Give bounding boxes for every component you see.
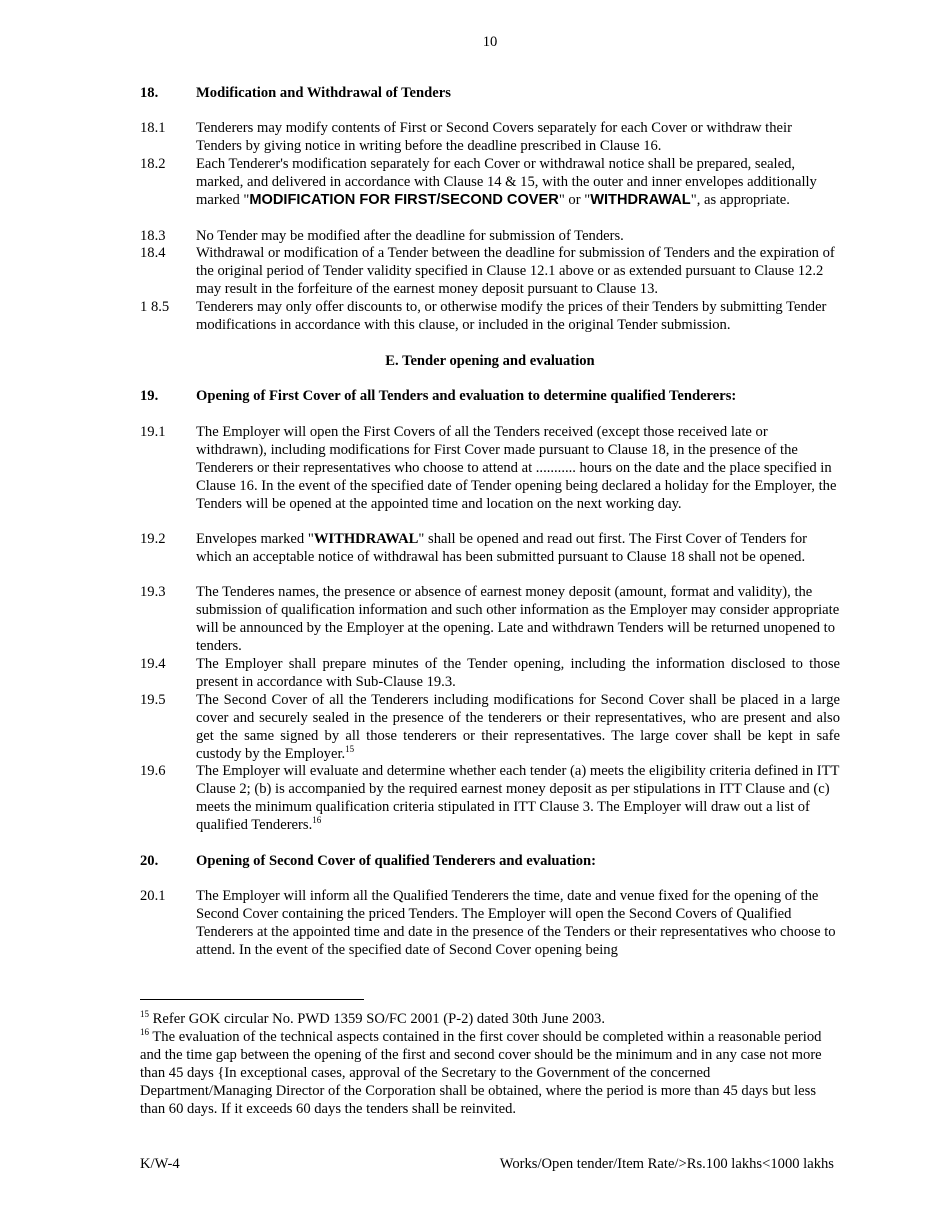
clause-19-5	[140, 692, 840, 764]
clause-19-1	[140, 424, 840, 514]
footnote-ref-16: 16	[312, 814, 322, 825]
clause-text: Withdrawal or modification of a Tender between the deadline for submission of Tenders and the expiration of the original period of Tender validity specified in Clause 12.1 above or as extended pursuant to Clause 12.2 may result in the forfeiture of the earnest money deposit pursuant to Clause 13.	[196, 245, 835, 297]
clause-18-4	[140, 245, 840, 299]
clause-18-1	[140, 120, 840, 156]
section-title: Modification and Withdrawal of Tenders	[196, 85, 451, 101]
clause-number: 18.4	[140, 245, 166, 261]
clause-text	[196, 692, 840, 764]
clause-20-1	[140, 888, 840, 960]
clause-number: 18.1	[140, 120, 166, 136]
clause-19-6	[140, 763, 840, 835]
clause-text: Tenderers may only offer discounts to, or otherwise modify the prices of their Tenders by submitting Tender modifications in accordance with this clause, or included in the original Tender submission.	[196, 299, 827, 333]
clause-number: 19.5	[140, 692, 166, 708]
clause-text: Tenderers may modify contents of First or Second Covers separately for each Cover or withdraw their Tenders by giving notice in writing before the deadline prescribed in Clause 16.	[196, 120, 792, 154]
clause-text	[196, 763, 840, 835]
clause-number: 1 8.5	[140, 299, 170, 315]
clause-18-5	[140, 299, 840, 335]
clause-number: 19.3	[140, 584, 166, 600]
clause-text	[196, 156, 840, 210]
clause-text-part: " or "	[558, 191, 591, 208]
clause-number: 20.1	[140, 888, 166, 904]
clause-text-part: The Second Cover of all the Tenderers including modifications for Second Cover shall be placed in a large cover and securely sealed in the presence of the tenderers or their representatives, who are present and also get the same signed by all those tenderers or their representatives. The large cover shall be kept in safe custody by the Employer.	[196, 692, 840, 762]
page-number: 10	[482, 34, 498, 50]
clause-text: The Tenderes names, the presence or absence of earnest money deposit (amount, format and validity), the submission of qualification information and such other information as the Employer may consider appropriate will be announced by the Employer at the opening. Late and withdrawn Tenders will be returned unopened to tenders.	[196, 584, 840, 654]
bold-marking: MODIFICATION FOR FIRST/SECOND COVER	[249, 191, 559, 208]
clause-number: 18.3	[140, 228, 166, 244]
clause-text-part: Each Tenderer's modification separately for each Cover or withdrawal notice shall be prepared, sealed, marked, and delivered in accordance with Clause 14 & 15, with the outer and inner envelopes additionally marked "	[196, 156, 817, 208]
clause-18-3	[140, 228, 840, 246]
section-title: Opening of First Cover of all Tenders and evaluation to determine qualified Tenderers:	[196, 388, 737, 404]
section-number: 19.	[140, 388, 159, 404]
clause-number: 18.2	[140, 156, 166, 172]
bold-marking: WITHDRAWAL	[590, 191, 691, 208]
clause-text: The Employer will inform all the Qualified Tenderers the time, date and venue fixed for the opening of the Second Cover containing the priced Tenders. The Employer will open the Second Covers of Qualified Tenderers at the appointed time and date in the presence of the Tenders or their representatives who choose to attend. In the event of the specified date of Second Cover opening being	[196, 888, 836, 958]
clause-text-part: Envelopes marked "	[196, 531, 314, 547]
clause-19-4	[140, 656, 840, 692]
footnote-separator	[140, 999, 364, 1000]
footer-doc-category: Works/Open tender/Item Rate/>Rs.100 lakhs<1000 lakhs	[499, 1156, 834, 1172]
clause-text: The Employer shall prepare minutes of the Tender opening, including the information disclosed to those present in accordance with Sub-Clause 19.3.	[196, 656, 840, 690]
footnote-number: 16	[140, 1027, 149, 1038]
footer-doc-code: K/W-4	[140, 1156, 180, 1172]
clause-text	[196, 531, 840, 567]
footnote-ref-15: 15	[345, 743, 355, 754]
footnote-number: 15	[140, 1009, 149, 1020]
clause-text: The Employer will open the First Covers of all the Tenders received (except those received late or withdrawn), including modifications for First Cover made pursuant to Clause 18, in the presence of the Tenderers or their representatives who choose to attend at ........... hours on the date and the place specified in Clause 16. In the event of the specified date of Tender opening being declared a holiday for the Employer, the Tenders will be opened at the appointed time and location on the next working day.	[196, 424, 837, 512]
part-e-heading: E. Tender opening and evaluation	[385, 353, 595, 369]
section-number: 20.	[140, 853, 159, 869]
clause-text-part: The Employer will evaluate and determine whether each tender (a) meets the eligibility criteria defined in ITT Clause 2; (b) is accompanied by the required earnest money deposit as per stipulations in ITT Clause and (c) meets the minimum qualification criteria stipulated in ITT Clause 3. The Employer will draw out a list of qualified Tenderers.	[196, 763, 840, 833]
footnote-text: The evaluation of the technical aspects contained in the first cover should be completed within a reasonable period and the time gap between the opening of the first and second cover should be the minimum and in any case not more than 45 days {In exceptional cases, approval of the Secretary to the Government of the concerned Department/Managing Director of the Corporation shall be obtained, where the period is more than 45 days but less than 60 days. If it exceeds 60 days the tenders shall be reinvited.	[140, 1029, 822, 1117]
clause-18-2	[140, 156, 840, 210]
clause-19-2	[140, 531, 840, 567]
clause-text: No Tender may be modified after the deadline for submission of Tenders.	[196, 228, 624, 244]
clause-number: 19.1	[140, 424, 166, 440]
footnote-text: Refer GOK circular No. PWD 1359 SO/FC 2001 (P-2) dated 30th June 2003.	[149, 1011, 605, 1027]
clause-number: 19.2	[140, 531, 166, 547]
clause-number: 19.4	[140, 656, 166, 672]
clause-number: 19.6	[140, 763, 166, 779]
footnote-15	[140, 1010, 840, 1028]
clause-19-3	[140, 584, 840, 656]
section-title: Opening of Second Cover of qualified Tenderers and evaluation:	[196, 853, 597, 869]
section-number: 18.	[140, 85, 159, 101]
clause-text-part: ", as appropriate.	[690, 191, 790, 208]
bold-marking: WITHDRAWAL	[313, 531, 419, 547]
clause-text-part: " shall be opened and read out first. The First Cover of Tenders for which an acceptable notice of withdrawal has been submitted pursuant to Clause 18 shall not be opened.	[196, 531, 808, 565]
footnote-16	[140, 1028, 840, 1118]
